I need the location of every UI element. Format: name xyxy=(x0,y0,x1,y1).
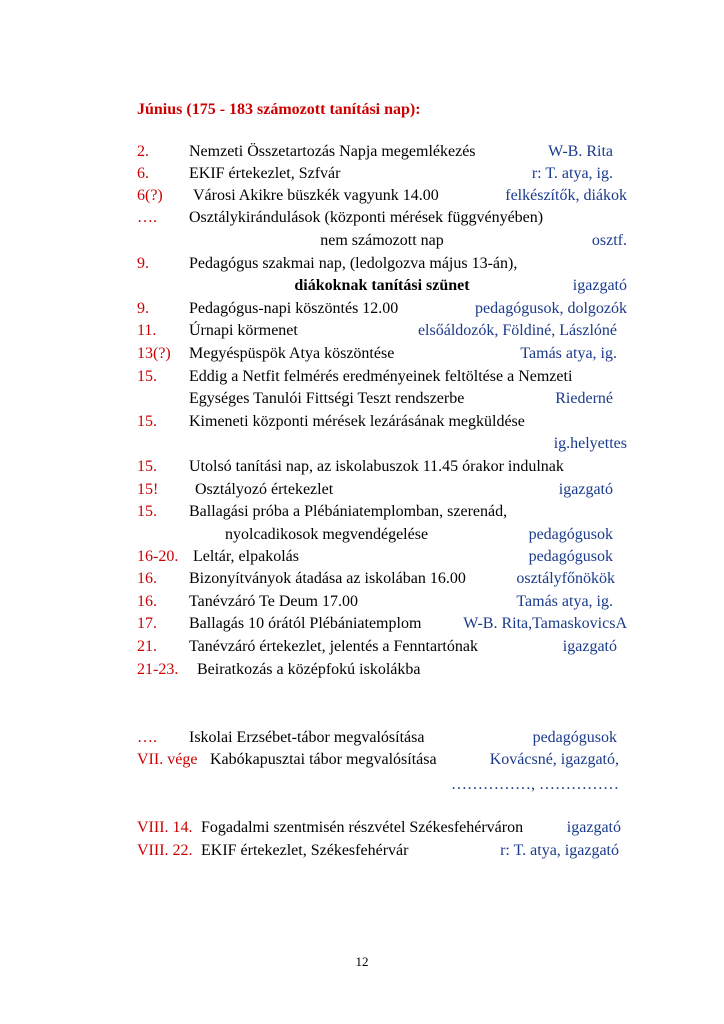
row-text: Ballagás 10 órától Plébániatemplom xyxy=(189,615,422,632)
schedule-row xyxy=(137,163,627,185)
row-text: Eddig a Netfit felmérés eredményeinek feltöltése a Nemzeti xyxy=(189,368,573,385)
schedule-row xyxy=(137,568,627,590)
schedule-row xyxy=(137,774,627,796)
schedule-row xyxy=(137,817,627,839)
row-responsible: W-B. Rita xyxy=(548,143,613,160)
row-date: 21-23. xyxy=(137,661,179,678)
row-date: VIII. 14. xyxy=(137,819,193,836)
schedule-row xyxy=(137,591,627,613)
row-date: 9. xyxy=(137,255,149,272)
row-responsible: igazgató xyxy=(572,277,627,294)
schedule-row xyxy=(137,411,627,433)
row-date: 17. xyxy=(137,615,157,632)
row-text: Beiratkozás a középfokú iskolákba xyxy=(197,661,421,678)
schedule-row xyxy=(137,185,627,207)
row-responsible: igazgató xyxy=(566,819,621,836)
schedule-row xyxy=(137,141,627,163)
schedule-row xyxy=(137,613,627,635)
schedule-row xyxy=(137,501,627,523)
row-date: …. xyxy=(137,209,157,226)
row-date: 6(?) xyxy=(137,187,163,204)
schedule-row xyxy=(137,546,627,568)
row-date: 15. xyxy=(137,368,157,385)
row-date: 9. xyxy=(137,300,149,317)
row-text: Tanévzáró értekezlet, jelentés a Fenntartónak xyxy=(189,638,478,655)
page-number: 12 xyxy=(355,954,369,969)
row-text: Pedagógus szakmai nap, (ledolgozva május 13-án), xyxy=(189,255,518,272)
row-date: 16-20. xyxy=(137,548,179,565)
row-responsible: Tamás atya, ig. xyxy=(520,345,617,362)
schedule-row xyxy=(137,275,627,297)
row-responsible: ig.helyettes xyxy=(553,435,627,452)
row-responsible: W-B. Rita,TamaskovicsA xyxy=(463,615,627,632)
row-responsible: osztf. xyxy=(591,232,627,249)
row-text: Úrnapi körmenet xyxy=(189,322,298,339)
schedule-row xyxy=(137,207,627,229)
row-text: Osztályozó értekezlet xyxy=(195,481,334,498)
row-responsible: Riederné xyxy=(555,390,613,407)
schedule-row xyxy=(137,456,627,478)
row-text: EKIF értekezlet, Szfvár xyxy=(189,165,341,182)
schedule-row xyxy=(137,840,627,862)
row-responsible: osztályfőnökök xyxy=(516,570,615,587)
row-text: Utolsó tanítási nap, az iskolabuszok 11.45 órakor indulnak xyxy=(189,458,564,475)
row-text: diákoknak tanítási szünet xyxy=(294,277,470,294)
schedule-row xyxy=(137,749,627,771)
schedule-row xyxy=(137,343,627,365)
schedule-row xyxy=(137,366,627,388)
row-date: 21. xyxy=(137,638,157,655)
row-date: 15. xyxy=(137,458,157,475)
schedule-row xyxy=(137,320,627,342)
row-responsible: pedagógusok xyxy=(532,729,617,746)
schedule-row xyxy=(137,388,627,410)
row-responsible: r: T. atya, ig. xyxy=(531,165,613,182)
row-text: Egységes Tanulói Fittségi Teszt rendszerbe xyxy=(189,390,465,407)
schedule-row xyxy=(137,230,627,252)
row-date: 15! xyxy=(137,481,159,498)
section-heading: Június (175 - 183 számozott tanítási nap): xyxy=(137,101,421,118)
schedule-row xyxy=(137,524,627,546)
row-responsible: felkészítők, diákok xyxy=(505,187,627,204)
row-responsible: r: T. atya, igazgató xyxy=(500,842,619,859)
row-text: Bizonyítványok átadása az iskolában 16.00 xyxy=(189,570,466,587)
row-text: Ballagási próba a Plébániatemplomban, szerenád, xyxy=(189,503,508,520)
row-text: Iskolai Erzsébet-tábor megvalósítása xyxy=(189,729,425,746)
row-text: Fogadalmi szentmisén részvétel Székesfehérváron xyxy=(201,819,524,836)
row-date: VIII. 22. xyxy=(137,842,193,859)
row-date: 15. xyxy=(137,503,157,520)
row-responsible: elsőáldozók, Földiné, Lászlóné xyxy=(417,322,617,339)
schedule-row xyxy=(137,433,627,455)
row-responsible: pedagógusok xyxy=(528,526,613,543)
row-responsible: pedagógusok, dolgozók xyxy=(475,300,627,317)
row-date: 16. xyxy=(137,593,157,610)
schedule-row xyxy=(137,479,627,501)
row-date: 11. xyxy=(137,322,157,339)
row-date: 15. xyxy=(137,413,157,430)
row-text: EKIF értekezlet, Székesfehérvár xyxy=(201,842,409,859)
schedule-row xyxy=(137,727,627,749)
row-date: VII. vége xyxy=(137,751,198,768)
row-responsible: Tamás atya, ig. xyxy=(516,593,613,610)
row-responsible: igazgató xyxy=(562,638,617,655)
row-responsible: igazgató xyxy=(558,481,613,498)
row-text: Kimeneti központi mérések lezárásának megküldése xyxy=(189,413,525,430)
row-text: Megyéspüspök Atya köszöntése xyxy=(189,345,395,362)
row-date: 16. xyxy=(137,570,157,587)
row-responsible: Kovácsné, igazgató, xyxy=(489,751,619,768)
row-text: Pedagógus-napi köszöntés 12.00 xyxy=(189,300,399,317)
row-text: Osztálykirándulások (központi mérések függvényében) xyxy=(189,209,544,226)
row-date: …. xyxy=(137,729,157,746)
row-text: nyolcadikosok megvendégelése xyxy=(225,526,429,543)
row-responsible: pedagógusok xyxy=(528,548,613,565)
row-date: 2. xyxy=(137,143,149,160)
row-text: Nemzeti Összetartozás Napja megemlékezés xyxy=(189,143,476,160)
row-responsible: ……………, …………… xyxy=(451,776,619,793)
row-text: Leltár, elpakolás xyxy=(193,548,299,565)
row-text: Kabókapusztai tábor megvalósítása xyxy=(210,751,437,768)
schedule-row xyxy=(137,298,627,320)
schedule-row xyxy=(137,253,627,275)
row-text: nem számozott nap xyxy=(320,232,444,249)
row-date: 6. xyxy=(137,165,149,182)
schedule-row xyxy=(137,636,627,658)
schedule-row xyxy=(137,659,627,681)
row-text: Városi Akikre büszkék vagyunk 14.00 xyxy=(193,187,439,204)
row-text: Tanévzáró Te Deum 17.00 xyxy=(189,593,358,610)
row-date: 13(?) xyxy=(137,345,171,362)
